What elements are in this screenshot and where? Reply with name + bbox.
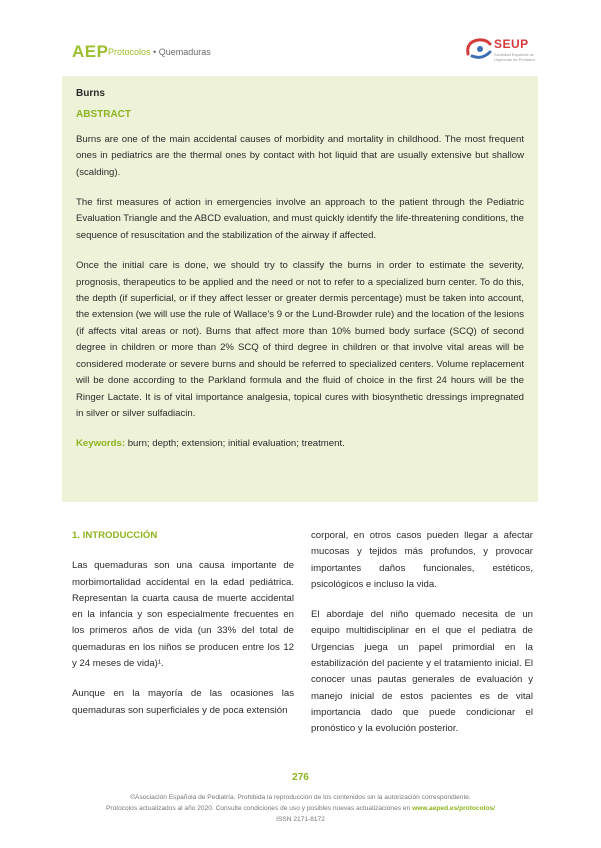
breadcrumb-separator: •	[150, 47, 159, 57]
section-title-introduccion: 1. INTRODUCCIÓN	[72, 530, 158, 541]
abstract-heading: ABSTRACT	[76, 109, 131, 121]
breadcrumb	[108, 47, 211, 57]
english-title: Burns	[76, 88, 105, 99]
body-paragraph: Las quemaduras son una causa importante de morbimortalidad accidental en la edad pediátrica. Representan la cuarta causa de muerte accidental en la infancia y son especialmente frecuentes en los primeros años de vida (un 33% del total de quemaduras en los niños se producen entre los 12 y 24 meses de vida)¹.	[72, 560, 294, 670]
keywords-label: Keywords:	[76, 438, 126, 450]
seup-logo-text: SEUP	[494, 37, 529, 51]
page-number: 276	[292, 772, 309, 783]
seup-subtitle: Sociedad Española de Urgencias de Pediatría	[494, 52, 535, 62]
footer-update-text: Protocolos actualizados al año 2020. Consulte condiciones de uso y posibles nuevas actualizaciones en	[105, 805, 413, 812]
footer-update-notice	[0, 805, 601, 812]
keywords-list: burn; depth; extension; initial evaluation; treatment.	[125, 438, 345, 450]
abstract-box	[62, 76, 538, 502]
breadcrumb-section[interactable]: Protocolos	[108, 47, 151, 57]
abstract-paragraph: Once the initial care is done, we should try to classify the burns in order to estimate the severity, prognosis, therapeutics to be applied and the need or not to refer to a specialized burn center. To do this, the depth (if superficial, or if they affect lesser or greater dermis percentage) must be taken into account, the extension (we will use the rule of Wallace's 9 or the Lund-Browder rule) and the location of the lesions (if affects vital areas or not). Burns that affect more than 10% burned body surface (SCQ) of second degree in children or more than 2% SCQ of third degree in children or that involve vital areas will be considered moderate or severe burns and should be referred to specialized centers. Volume replacement will be done according to the Parkland formula and the fluid of choice in the first 24 hours will be the Ringer Lactate. It is of vital importance analgesia, topical cures with biosynthetic dressings impregnated in silver or silver sulfadiacin.	[76, 260, 524, 419]
page-header	[0, 0, 601, 70]
footer-copyright: ©Asociación Española de Pediatría. Prohibida la reproducción de los contenidos sin la autorización correspondiente.	[130, 794, 471, 801]
abstract-paragraph: The first measures of action in emergencies involve an approach to the patient through the Pediatric Evaluation Triangle and the ABCD evaluation, and must quickly identify the life-threatening conditions, the sequence of resuscitation and the stabilization of the airway if affected.	[76, 197, 524, 241]
breadcrumb-topic: Quemaduras	[158, 47, 211, 57]
footer-issn: ISSN 2171-8172	[276, 816, 325, 823]
body-paragraph: Aunque en la mayoría de las ocasiones las quemaduras son superficiales y de poca extensión	[72, 688, 294, 716]
body-paragraph: corporal, en otros casos pueden llegar a afectar mucosas y tejidos más profundos, y provocar importantes daños funcionales, estéticos, psicológicos e incluso la vida.	[311, 530, 533, 590]
abstract-paragraph: Burns are one of the main accidental causes of morbidity and mortality in childhood. The most frequent ones in pediatrics are the thermal ones by contact with hot liquid that are usually extensive but shallow (scalding).	[76, 133, 524, 178]
body-column-left	[72, 528, 294, 733]
body-column-right	[311, 528, 533, 752]
footer-protocols-link[interactable]: www.aeped.es/protocolos/	[412, 805, 495, 812]
aep-logo: AEP	[72, 42, 109, 61]
keywords-line	[76, 436, 524, 452]
body-paragraph: El abordaje del niño quemado necesita de un equipo multidisciplinar en el que el pediatra de Urgencias juega un papel primordial en la estabilización del paciente y el tratamiento inicial. El conocer unas pautas generales de evaluación y manejo inicial de estos pacientes es de vital importancia dado que puede condicionar el pronóstico y la evolución posterior.	[311, 609, 533, 735]
